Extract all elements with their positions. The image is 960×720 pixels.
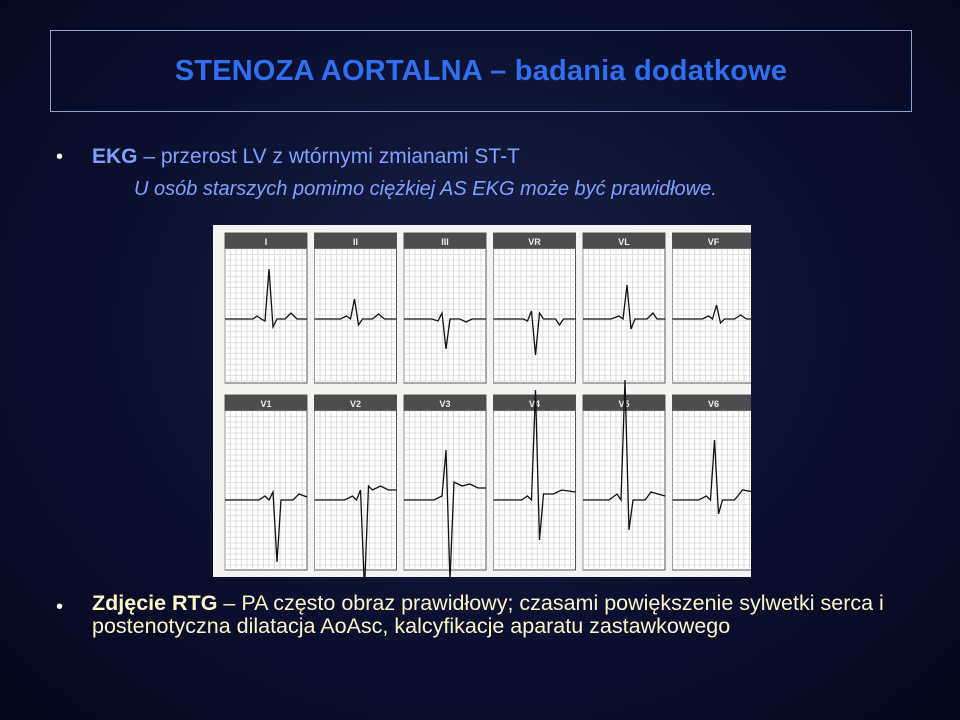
bullet-rtg-bold: Zdjęcie RTG	[92, 591, 218, 615]
bullet-marker-1: •	[56, 146, 64, 168]
ekg-lead-label: III	[441, 237, 449, 247]
title-frame	[50, 30, 912, 112]
ekg-lead-v2	[315, 395, 397, 577]
ekg-lead-label: II	[352, 237, 359, 247]
bullet-ekg-text: – przerost LV z wtórnymi zmianami ST-T	[137, 145, 520, 168]
bullet-ekg	[92, 145, 520, 169]
bullet-marker-2: •	[56, 596, 64, 618]
ekg-lead-v1	[225, 395, 307, 570]
ekg-figure	[213, 225, 751, 577]
ekg-lead-vf	[673, 233, 752, 383]
ekg-lead-v4	[494, 390, 576, 570]
ekg-lead-iii	[404, 233, 486, 383]
ekg-lead-i	[225, 233, 307, 383]
bullet-ekg-subtext: U osób starszych pomimo ciężkiej AS EKG może być prawidłowe.	[134, 178, 717, 200]
bullet-rtg	[92, 592, 922, 638]
ekg-lead-label: VR	[528, 237, 541, 247]
ekg-traces	[213, 225, 751, 577]
ekg-lead-label: VL	[618, 237, 630, 247]
ekg-lead-label: V5	[618, 399, 630, 409]
ekg-lead-label: V2	[349, 399, 362, 409]
ekg-lead-vr	[494, 233, 576, 383]
bullet-ekg-bold: EKG	[92, 145, 138, 168]
bullet-rtg-text: – PA często obraz prawidłowy; czasami powiększenie sylwetki serca i postenotyczna dilatacja AoAsc, kalcyfikacje aparatu zastawkowego	[92, 591, 884, 638]
ekg-lead-vl	[583, 233, 665, 383]
ekg-lead-label: VF	[707, 237, 720, 247]
slide-title: STENOZA AORTALNA – badania dodatkowe	[174, 54, 788, 87]
ekg-lead-label: V4	[528, 399, 541, 409]
ekg-lead-v6	[673, 395, 752, 570]
ekg-lead-label: V6	[707, 399, 720, 409]
ekg-lead-ii	[315, 233, 397, 383]
ekg-lead-label: V1	[260, 399, 272, 409]
ekg-lead-v3	[404, 395, 486, 577]
ekg-lead-label: V3	[439, 399, 451, 409]
ekg-lead-v5	[583, 380, 665, 570]
ekg-lead-label: I	[264, 237, 268, 247]
